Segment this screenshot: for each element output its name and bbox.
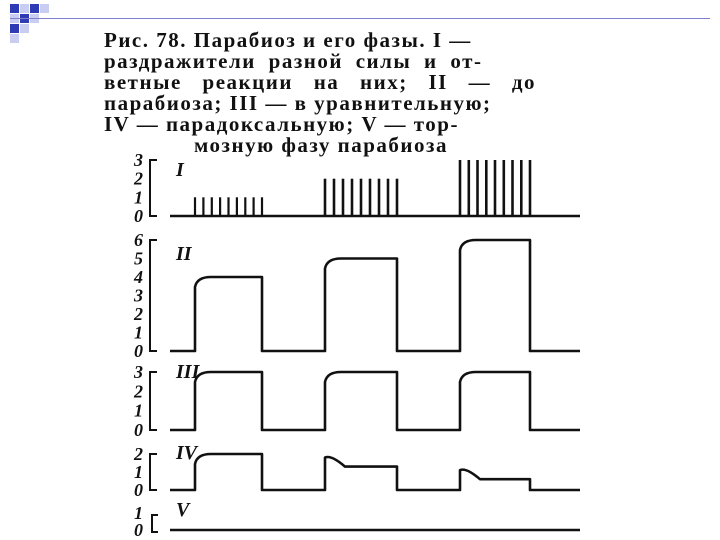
y-tick-label: 6	[134, 230, 143, 250]
caption-line: Рис. 78. Парабиоз и его фазы. I —	[104, 28, 472, 52]
panel-label: IV	[176, 442, 198, 464]
y-tick-label: 1	[134, 187, 143, 208]
y-tick-label: 0	[134, 420, 143, 440]
y-tick-label: 0	[134, 520, 143, 540]
caption-line: IV — парадоксальную; V — тор-	[104, 112, 459, 136]
y-tick-label: 1	[134, 400, 143, 421]
y-tick-label: 1	[134, 503, 143, 523]
y-axis-bracket	[150, 454, 157, 490]
y-axis-bracket	[150, 372, 157, 430]
y-axis-bracket	[152, 515, 158, 532]
response-trace	[170, 454, 580, 490]
y-tick-label: 5	[134, 248, 143, 269]
y-tick-label: 3	[134, 150, 143, 170]
y-tick-label: 0	[134, 206, 143, 226]
response-trace	[170, 372, 580, 430]
panel-label: I	[176, 159, 184, 181]
y-tick-label: 3	[134, 285, 143, 306]
y-tick-label: 4	[134, 267, 143, 287]
y-tick-label: 1	[134, 462, 143, 482]
caption-line: мозную фазу парабиоза	[194, 133, 448, 157]
y-tick-label: 1	[134, 322, 143, 343]
panel-label: III	[176, 361, 200, 383]
y-tick-label: 0	[134, 480, 143, 500]
y-axis-bracket	[150, 240, 157, 351]
y-tick-label: 0	[134, 341, 143, 361]
y-tick-label: 2	[134, 168, 143, 189]
y-tick-label: 2	[134, 304, 143, 324]
panel-label: II	[176, 243, 192, 265]
y-axis-bracket	[150, 160, 157, 216]
y-tick-label: 3	[134, 362, 143, 382]
y-tick-label: 2	[134, 381, 143, 402]
caption-line: ветные реакции на них; II — до	[104, 70, 536, 94]
response-trace	[170, 240, 580, 351]
caption-line: парабиоза; III — в уравнительную;	[104, 91, 492, 115]
panel-label: V	[176, 499, 190, 521]
y-tick-label: 2	[134, 444, 143, 464]
caption-line: раздражители разной силы и от-	[104, 49, 483, 73]
